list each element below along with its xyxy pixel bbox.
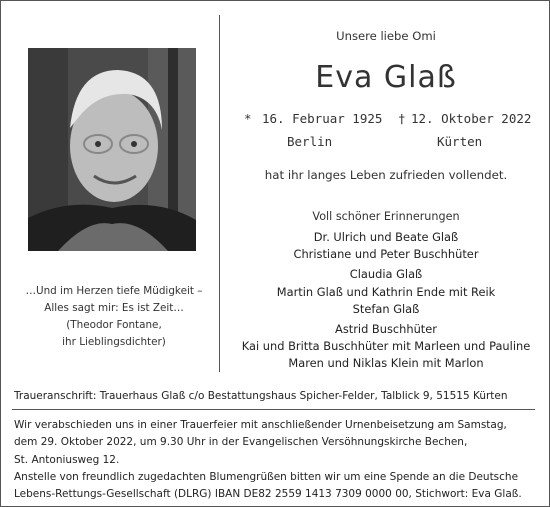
mourning-address: Traueranschrift: Trauerhaus Glaß c/o Bestattungshaus Spicher-Felder, Talblick 9, 51515 Kürten: [14, 390, 508, 402]
mourner-line: Christiane und Peter Buschhüter: [293, 247, 479, 262]
mourner-line: Kai und Britta Buschhüter mit Marleen und Pauline: [241, 339, 531, 354]
mourner-line: Astrid Buschhüter: [335, 322, 437, 337]
mourner-group: [224, 321, 548, 373]
info-line: dem 29. Oktober 2022, um 9.30 Uhr in der Evangelischen Versöhnungskirche Bechen,: [14, 436, 468, 449]
death-place: Kürten: [437, 134, 483, 149]
mourner-line: Maren und Niklas Klein mit Marlon: [288, 356, 484, 371]
info-line: Lebens-Rettungs-Gesellschaft (DLRG) IBAN DE82 2559 1413 7309 0000 00, Stichwort: Eva Glaß.: [14, 488, 522, 501]
info-line: Wir verabschieden uns in einer Trauerfeier mit anschließender Urnenbeisetzung am Samstag,: [14, 419, 507, 431]
info-line: St. Antoniusweg 12.: [14, 453, 120, 466]
intro-text: Unsere liebe Omi: [336, 29, 436, 43]
quote-line: (Theodor Fontane,: [66, 319, 162, 331]
death-cross-icon: †: [398, 111, 406, 126]
deceased-name: Eva Glaß: [315, 60, 457, 95]
mourner-line: Claudia Glaß: [349, 267, 423, 282]
memories-heading: Voll schöner Erinnerungen: [312, 210, 460, 223]
death-date: 12. Oktober 2022: [411, 111, 532, 126]
mourner-line: Martin Glaß und Kathrin Ende mit Reik: [276, 284, 496, 299]
mourner-line: Dr. Ulrich und Beate Glaß: [313, 230, 459, 244]
service-info: [14, 417, 544, 503]
section-divider: [12, 409, 535, 410]
quote-line: ihr Lieblingsdichter): [62, 336, 166, 348]
birth-place: Berlin: [287, 134, 333, 149]
quote-block: [14, 283, 214, 351]
mourner-group: [224, 229, 548, 263]
birth-date: 16. Februar 1925: [262, 111, 383, 126]
quote-line: …Und im Herzen tiefe Müdigkeit –: [25, 285, 203, 297]
mourner-line: Stefan Glaß: [352, 301, 420, 316]
birth-star-icon: *: [244, 111, 252, 126]
info-line: Anstelle von freundlich zugedachten Blumengrüßen bitten wir um eine Spende an die Deutsche: [14, 470, 519, 483]
mourner-group: [224, 266, 548, 318]
mourners-list: [224, 229, 548, 376]
life-statement: hat ihr langes Leben zufrieden vollendet.: [264, 168, 508, 182]
quote-line: Alles sagt mir: Es ist Zeit…: [44, 302, 184, 314]
portrait-photo: [28, 48, 196, 251]
column-divider: [219, 15, 220, 372]
